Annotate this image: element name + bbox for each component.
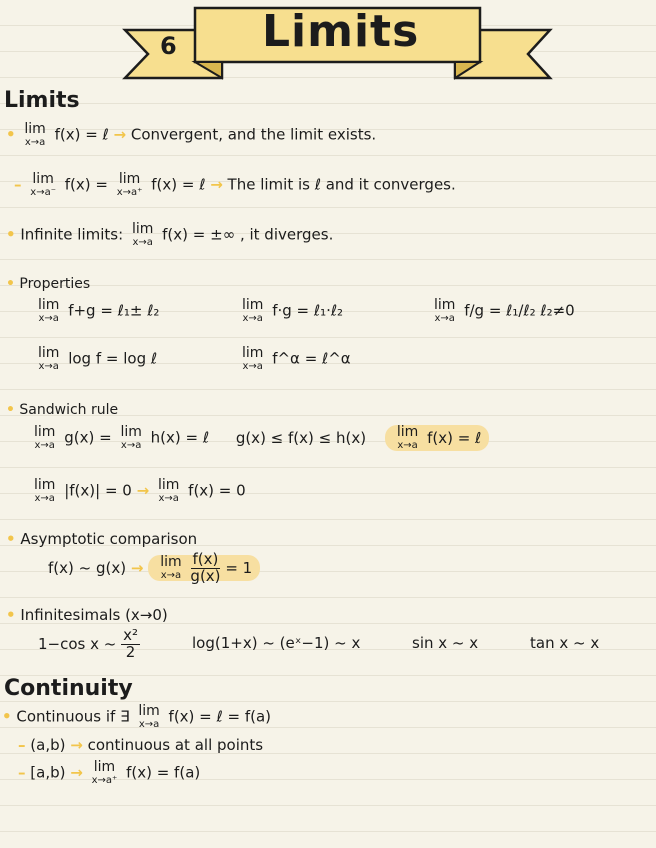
continuity-interval-halfopen xyxy=(18,760,200,786)
bullet-dot: • xyxy=(6,225,16,244)
highlighted-result xyxy=(385,425,489,451)
fraction: $\frac{f(x)}{g(x)}$ xyxy=(190,550,221,585)
property-product xyxy=(238,298,343,324)
interval-label: [a,b) xyxy=(30,763,66,782)
limit-operator-left: lim x→a⁻ xyxy=(30,171,56,198)
arrow-icon: → xyxy=(210,175,223,194)
limit-expression-right: f(x) = ℓ xyxy=(151,175,206,194)
limit-operator: lim x→a xyxy=(434,297,456,324)
sandwich-rule-line1 xyxy=(30,425,489,451)
infinitesimal-tan: tan x ~ x xyxy=(530,634,600,652)
property-quotient xyxy=(430,298,575,324)
limit-expression-left: f(x) = xyxy=(64,175,108,194)
sandwich-inequality: g(x) ≤ f(x) ≤ h(x) xyxy=(235,428,367,447)
continuity-expression: f(x) = f(a) xyxy=(126,763,201,782)
sandwich-expression: |f(x)| = 0 xyxy=(64,481,132,500)
limit-description: The limit is ℓ and it converges. xyxy=(227,175,456,194)
property-expression: f+g = ℓ₁± ℓ₂ xyxy=(68,301,160,320)
limit-operator: lim x→a xyxy=(34,477,56,504)
limit-operator: lim x→a xyxy=(242,297,264,324)
property-expression: log f = log ℓ xyxy=(68,349,158,368)
section-heading-continuity: Continuity xyxy=(4,676,133,701)
limit-description: Convergent, and the limit exists. xyxy=(130,125,377,144)
sandwich-expression: h(x) = ℓ xyxy=(150,428,210,447)
chapter-number: 6 xyxy=(160,32,177,60)
limit-operator: lim x→a xyxy=(396,424,419,451)
infinite-limits-label: Infinite limits: xyxy=(20,225,124,244)
fraction: $\frac{\text{x²}}{2}$ xyxy=(123,626,139,661)
interval-description: continuous at all points xyxy=(87,736,264,754)
bullet-dot: • xyxy=(6,125,16,144)
infinitesimal-log-exp: log(1+x) ~ (eˣ−1) ~ x xyxy=(192,634,361,652)
limit-def-one-sided xyxy=(14,172,456,198)
highlighted-expression: f(x) = ℓ xyxy=(427,428,482,447)
infinitesimal-expression: 1−cos x ~ xyxy=(38,634,117,653)
limit-operator: lim x→a xyxy=(242,345,264,372)
bullet-dot: • xyxy=(2,707,12,726)
limit-operator: lim x→a xyxy=(157,477,180,504)
continuity-expression: f(x) = ℓ = f(a) xyxy=(168,707,271,726)
arrow-icon: → xyxy=(70,736,83,754)
continuity-interval-open xyxy=(18,736,263,754)
sandwich-expression: f(x) = 0 xyxy=(188,481,246,500)
bullet-dot: • xyxy=(6,276,15,292)
bullet-dot: • xyxy=(6,606,16,624)
arrow-icon: → xyxy=(113,125,127,144)
arrow-icon: → xyxy=(136,481,150,500)
limit-operator: lim x→a xyxy=(138,703,160,730)
bullet-dot: • xyxy=(6,402,15,418)
limit-operator: lim x→a xyxy=(34,424,56,451)
dash-bullet: – xyxy=(14,175,22,194)
properties-heading-text: Properties xyxy=(19,276,91,292)
dash-bullet: – xyxy=(18,736,26,754)
infinitesimals-heading xyxy=(6,606,168,624)
limit-operator: lim x→a⁺ xyxy=(91,759,118,786)
sandwich-expression: g(x) = xyxy=(64,428,112,447)
limit-expression: f(x) = ±∞ , it diverges. xyxy=(162,225,334,244)
arrow-icon: → xyxy=(130,558,144,577)
property-log xyxy=(34,346,157,372)
limit-expression: f(x) = ℓ xyxy=(54,125,109,144)
property-power xyxy=(238,346,351,372)
asymptotic-lhs: f(x) ~ g(x) xyxy=(48,558,127,577)
asymptotic-heading xyxy=(6,530,197,548)
limit-operator: lim x→a xyxy=(38,297,60,324)
chapter-title: Limits xyxy=(262,6,420,57)
infinitesimals-heading-text: Infinitesimals (x→0) xyxy=(20,606,168,624)
continuity-definition xyxy=(2,704,271,730)
limit-operator: lim x→a xyxy=(120,424,142,451)
interval-label: (a,b) xyxy=(30,736,66,754)
infinitesimal-sin: sin x ~ x xyxy=(412,634,479,652)
properties-heading xyxy=(6,276,90,292)
sandwich-rule-line2 xyxy=(30,478,246,504)
sandwich-heading xyxy=(6,402,118,418)
chapter-banner xyxy=(0,0,656,90)
limit-operator: lim x→a xyxy=(131,221,154,248)
limit-def-infinite xyxy=(6,222,333,248)
property-expression: f/g = ℓ₁/ℓ₂ ℓ₂≠0 xyxy=(464,301,575,320)
limit-operator: lim x→a xyxy=(38,345,60,372)
limit-def-convergent xyxy=(6,122,376,148)
limit-operator: lim x→a xyxy=(24,121,46,148)
bullet-dot: • xyxy=(6,530,16,548)
continuity-prefix: Continuous if ∃ xyxy=(16,707,130,726)
arrow-icon: → xyxy=(70,763,83,782)
infinitesimal-cos xyxy=(38,628,140,661)
limit-operator-right: lim x→a⁺ xyxy=(116,171,143,198)
dash-bullet: – xyxy=(18,763,26,782)
asymptotic-heading-text: Asymptotic comparison xyxy=(20,530,198,548)
property-expression: f^α = ℓ^α xyxy=(272,349,351,368)
limit-operator: lim x→a xyxy=(160,554,182,582)
highlighted-result xyxy=(148,550,260,585)
property-sum xyxy=(34,298,159,324)
property-expression: f·g = ℓ₁·ℓ₂ xyxy=(272,301,344,320)
asymptotic-rhs: = 1 xyxy=(225,558,253,577)
asymptotic-definition xyxy=(48,552,260,585)
section-heading-limits: Limits xyxy=(4,88,80,113)
sandwich-heading-text: Sandwich rule xyxy=(19,402,119,418)
